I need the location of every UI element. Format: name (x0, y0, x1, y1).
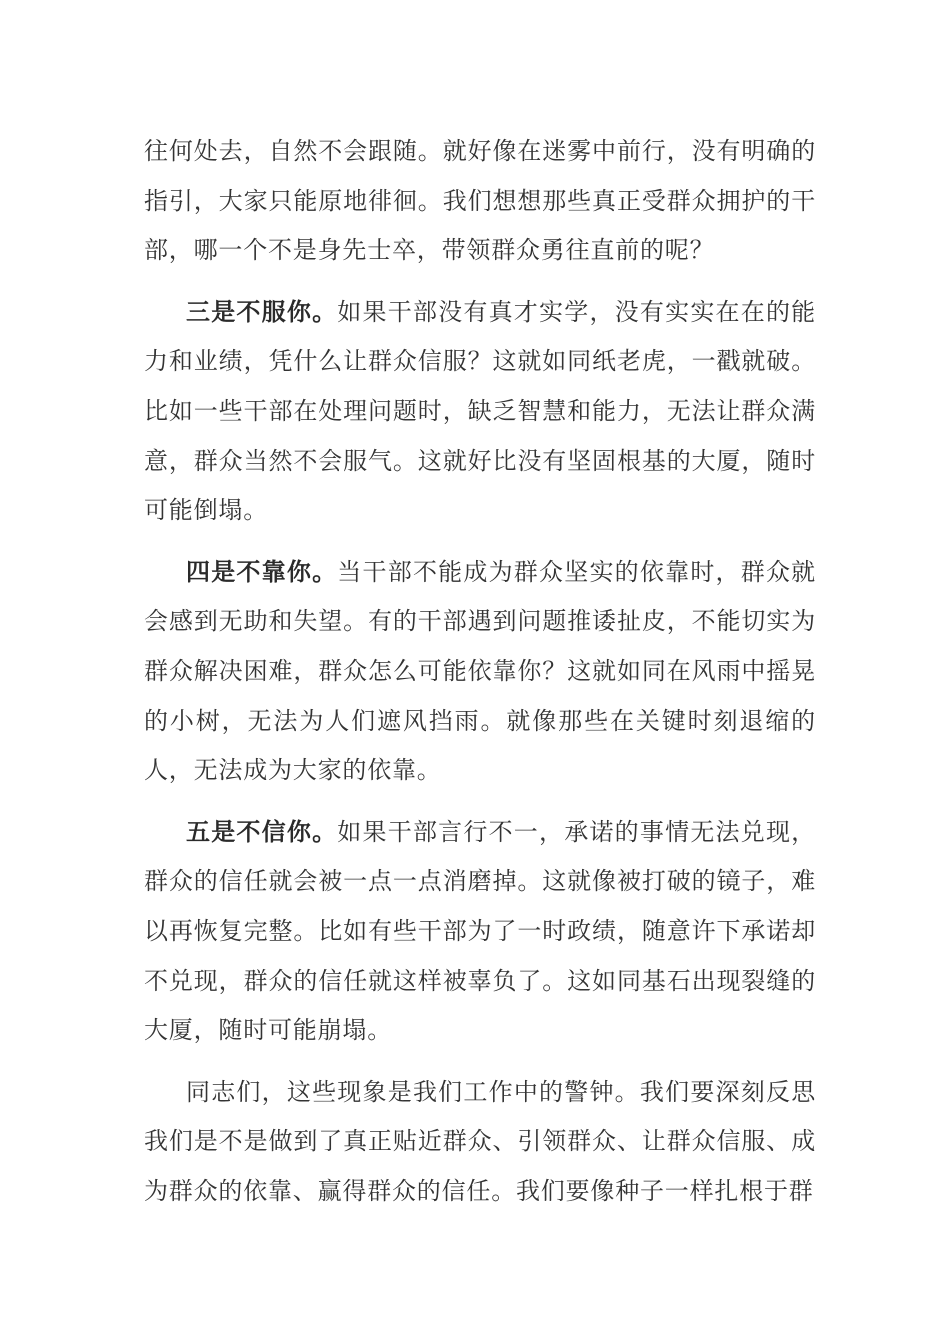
paragraph-text: 当干部不能成为群众坚实的依靠时，群众就会感到无助和失望。有的干部遇到问题推诿扯皮，不能切实为群众解决困难，群众怎么可能依靠你？这就如同在风雨中摇晃的小树，无法为人们遮风挡雨。就像那些在关键时刻退缩的人，无法成为大家的依靠。 (144, 557, 816, 785)
document-body (144, 127, 816, 1228)
paragraph-conclusion (144, 1068, 816, 1217)
paragraph-point-four (144, 548, 816, 796)
paragraph-continuation (144, 127, 816, 276)
paragraph-text: 如果干部言行不一，承诺的事情无法兑现，群众的信任就会被一点一点消磨掉。这就像被打破的镜子，难以再恢复完整。比如有些干部为了一时政绩，随意许下承诺却不兑现，群众的信任就这样被辜负了。这如同基石出现裂缝的大厦，随时可能崩塌。 (144, 817, 816, 1045)
paragraph-lead: 五是不信你。 (186, 817, 338, 846)
paragraph-lead: 四是不靠你。 (186, 557, 338, 586)
paragraph-lead: 三是不服你。 (186, 297, 338, 326)
paragraph-point-five (144, 808, 816, 1056)
paragraph-point-three (144, 288, 816, 536)
paragraph-text: 如果干部没有真才实学，没有实实在在的能力和业绩，凭什么让群众信服？这就如同纸老虎，一戳就破。比如一些干部在处理问题时，缺乏智慧和能力，无法让群众满意，群众当然不会服气。这就好比没有坚固根基的大厦，随时可能倒塌。 (144, 297, 816, 525)
paragraph-text: 往何处去，自然不会跟随。就好像在迷雾中前行，没有明确的指引，大家只能原地徘徊。我们想想那些真正受群众拥护的干部，哪一个不是身先士卒，带领群众勇往直前的呢？ (144, 137, 816, 265)
paragraph-text: 同志们，这些现象是我们工作中的警钟。我们要深刻反思我们是不是做到了真正贴近群众、引领群众、让群众信服、成为群众的依靠、赢得群众的信任。我们要像种子一样扎根于群 (144, 1077, 816, 1205)
